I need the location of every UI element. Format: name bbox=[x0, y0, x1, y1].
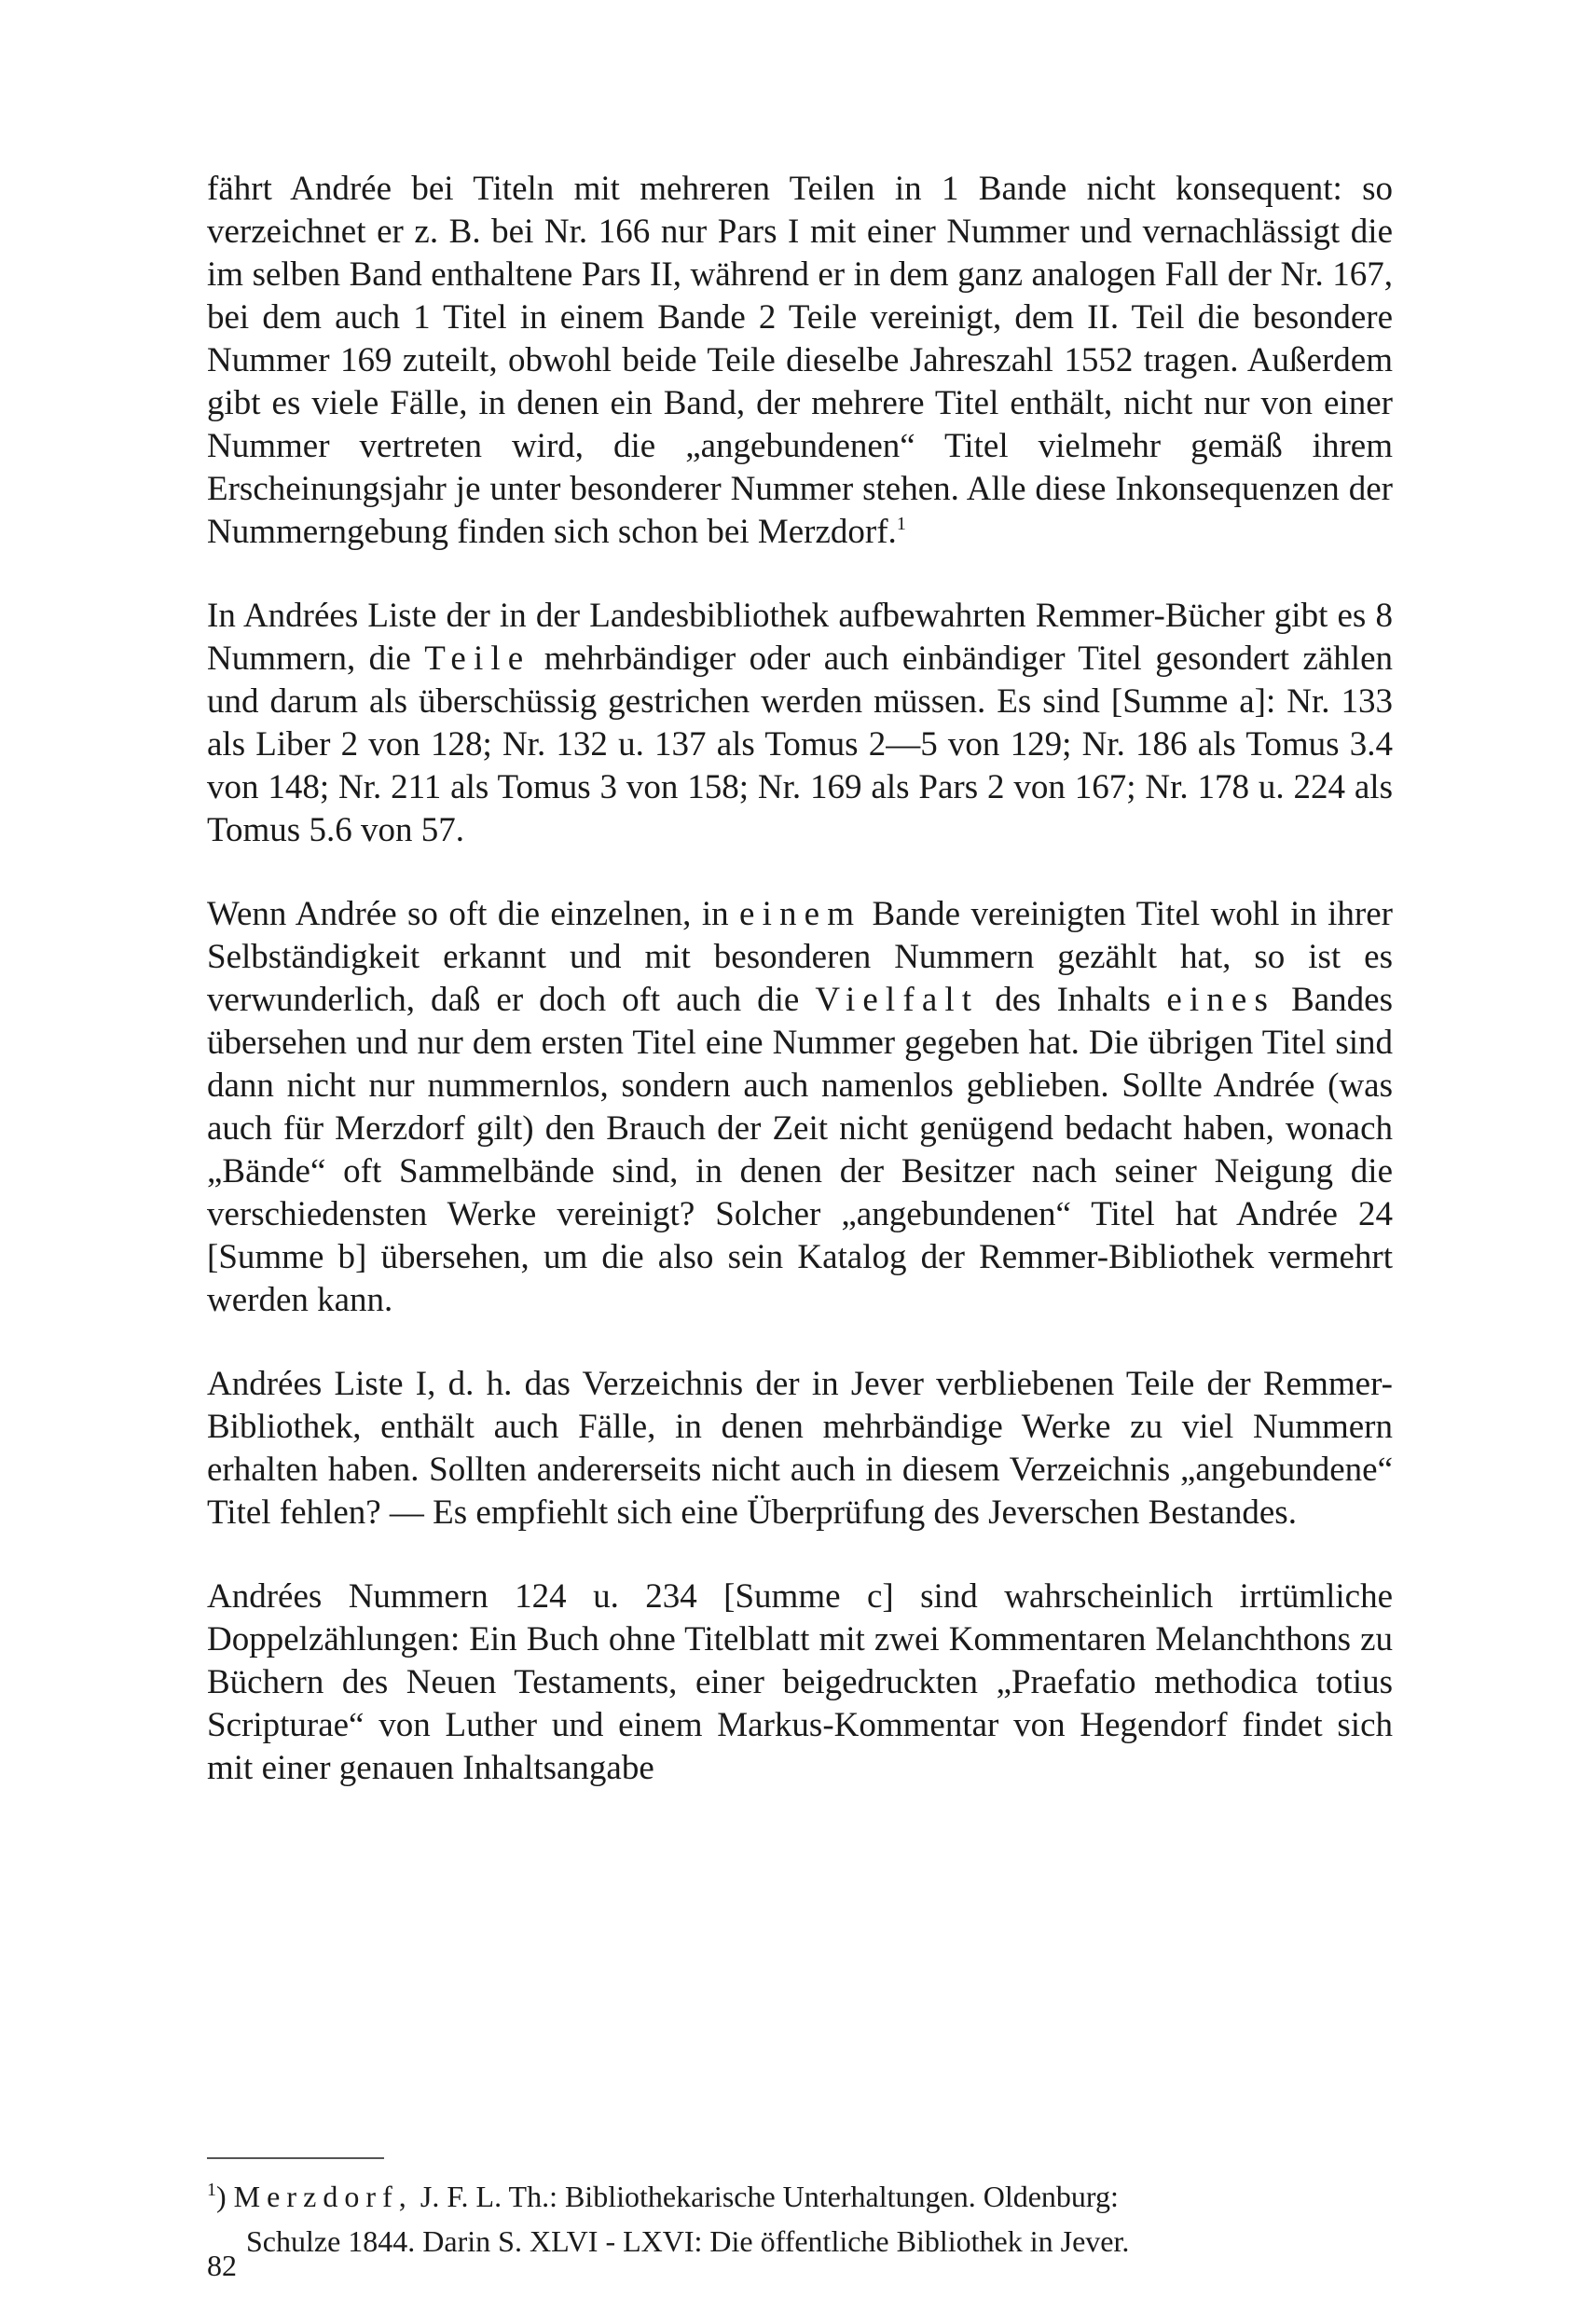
paragraph-4-text: Andrées Liste I, d. h. das Verzeichnis der in Jever verbliebenen Teile der Remmer-Bibliothek, enthält auch Fälle, in denen mehrbändige Werke zu viel Nummern erhalten haben. Sollten andererseits nicht auch in diesem Verzeichnis „angebundene“ Titel fehlen? — Es empfiehlt sich eine Überprüfung des Jeverschen Bestandes. bbox=[207, 1365, 1393, 1532]
paragraph-2-text-a: In Andrées Liste der in der Landesbibliothek aufbewahrten Remmer-Bücher gibt es 8 Nummern, die bbox=[207, 597, 1393, 678]
footnote-divider bbox=[207, 2157, 384, 2159]
paragraph-1 bbox=[207, 168, 1393, 554]
footnote-reference: 1 bbox=[896, 514, 906, 534]
paragraph-3-text-d: Bandes übersehen und nur dem ersten Titel eine Nummer gegeben hat. Die übrigen Titel sind dann nicht nur nummernlos, sondern auch namenlos geblieben. Sollte Andrée (was auch für Merzdorf gilt) den Brauch der Zeit nicht genügend bedacht haben, wonach „Bände“ oft Sammelbände sind, in denen der Besitzer nach seiner Neigung die verschiedensten Werke vereinigt? Solcher „angebundenen“ Titel hat Andrée 24 [Summe b] übersehen, um die also sein Katalog der Remmer-Bibliothek vermehrt werden kann. bbox=[207, 981, 1393, 1319]
footnote bbox=[207, 2174, 1393, 2264]
footnote-mark: 1 bbox=[207, 2180, 216, 2200]
footnote-line-1: J. F. L. Th.: Bibliothekarische Unterhaltungen. Oldenburg: bbox=[412, 2180, 1119, 2213]
footnote-paren: ) bbox=[216, 2180, 234, 2213]
body-text bbox=[207, 168, 1393, 1790]
spaced-emphasis: Teile bbox=[424, 640, 531, 678]
spaced-emphasis: eines bbox=[1166, 981, 1276, 1019]
paragraph-1-text: fährt Andrée bei Titeln mit mehreren Teilen in 1 Bande nicht konsequent: so verzeichnet er z. B. bei Nr. 166 nur Pars I mit einer Nummer und vernachlässigt die im selben Band enthaltene Pars II, während er in dem ganz analogen Fall der Nr. 167, bei dem auch 1 Titel in einem Bande 2 Teile vereinigt, dem II. Teil die besondere Nummer 169 zuteilt, obwohl beide Teile dieselbe Jahreszahl 1552 tragen. Außerdem gibt es viele Fälle, in denen ein Band, der mehrere Titel enthält, nicht nur von einer Nummer vertreten wird, die „angebundenen“ Titel vielmehr gemäß ihrem Erscheinungsjahr je unter besonderer Nummer stehen. Alle diese Inkonsequenzen der Nummerngebung finden sich schon bei Merzdorf. bbox=[207, 170, 1393, 551]
paragraph-2-text-b: mehrbändiger oder auch einbändiger Titel gesondert zählen und darum als überschüssig gestrichen werden müssen. Es sind [Summe a]: Nr. 133 als Liber 2 von 128; Nr. 132 u. 137 als Tomus 2—5 von 129; Nr. 186 als Tomus 3.4 von 148; Nr. 211 als Tomus 3 von 158; Nr. 169 als Pars 2 von 167; Nr. 178 u. 224 als Tomus 5.6 von 57. bbox=[207, 640, 1393, 849]
spaced-emphasis: einem bbox=[739, 895, 862, 933]
paragraph-4 bbox=[207, 1363, 1393, 1534]
paragraph-3-text-a: Wenn Andrée so oft die einzelnen, in bbox=[207, 895, 740, 933]
page-number: 82 bbox=[207, 2249, 237, 2282]
footnote-author: Merzdorf, bbox=[233, 2180, 413, 2213]
paragraph-3-text-b: Bande vereinigten Titel wohl in ihrer Selbständigkeit erkannt und mit besonderen Nummern gezählt hat, so ist es verwunderlich, daß er doch oft auch die bbox=[207, 895, 1393, 1019]
paragraph-3 bbox=[207, 893, 1393, 1322]
paragraph-5-text: Andrées Nummern 124 u. 234 [Summe c] sind wahrscheinlich irrtümliche Doppelzählungen: Ein Buch ohne Titelblatt mit zwei Kommentaren Melanchthons zu Büchern des Neuen Testaments, einer beigedruckten „Praefatio methodica totius Scripturae“ von Luther und einem Markus-Kommentar von Hegendorf findet sich mit einer genauen Inhaltsangabe bbox=[207, 1577, 1393, 1787]
paragraph-3-text-c: des Inhalts bbox=[979, 981, 1167, 1019]
footnote-line-2: Schulze 1844. Darin S. XLVI - LXVI: Die öffentliche Bibliothek in Jever. bbox=[246, 2224, 1130, 2258]
paragraph-2 bbox=[207, 595, 1393, 852]
spaced-emphasis: Vielfalt bbox=[815, 981, 980, 1019]
paragraph-5 bbox=[207, 1576, 1393, 1790]
